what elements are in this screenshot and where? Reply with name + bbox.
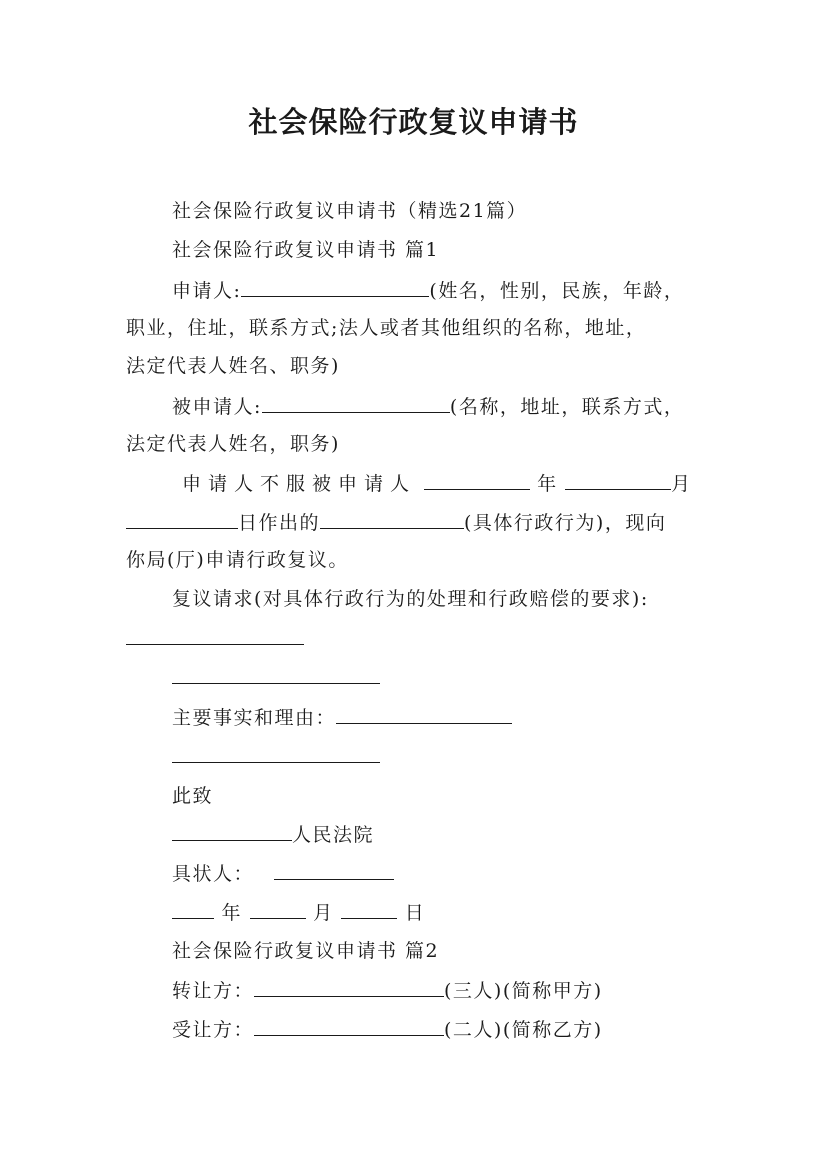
transferor-note: (三人)(简称甲方) [444,980,603,1002]
date-day-blank [341,898,397,919]
petitioner-label: 具状人： [172,863,255,885]
date-month-blank [250,898,306,919]
date-month: 月 [313,902,334,924]
transferee-note: (二人)(简称乙方) [444,1019,603,1041]
specific-act-text: (具体行政行为)，现向 [464,512,667,534]
date-day: 日 [404,902,426,924]
respondent-note-1: (名称，地址，联系方式， [449,396,685,418]
to-label: 此致 [172,785,214,807]
transferor-line [172,976,603,1005]
date-line [172,898,425,927]
date-year-blank [172,898,214,919]
request-label: 复议请求(对具体行政行为的处理和行政赔偿的要求): [172,588,649,610]
respondent-label: 被申请人: [172,396,262,418]
document-subtitle: 社会保险行政复议申请书（精选21篇） [172,200,528,222]
disagree-month-char: 月 [671,473,692,495]
facts-blank-2 [172,742,380,763]
transferee-label: 受让方： [172,1019,255,1041]
facts-line [172,703,512,732]
petitioner-blank [274,859,394,880]
court-label: 人民法院 [292,824,375,846]
disagree-year-char: 年 [537,473,558,495]
applicant-line [172,276,684,305]
specific-act-blank [320,508,464,529]
court-line [172,820,374,849]
facts-blank [336,703,512,724]
made-line [126,508,666,537]
document-title: 社会保险行政复议申请书 [248,105,579,139]
request-blank-2 [172,663,380,684]
facts-label: 主要事实和理由： [172,707,337,729]
court-blank [172,820,292,841]
petitioner-line [172,859,394,888]
facts-blank-line-2 [172,742,380,771]
request-blank-line-2 [172,663,380,692]
applicant-label: 申请人: [172,280,242,302]
date-year: 年 [221,902,243,924]
applicant-note-3: 法定代表人姓名、职务) [126,355,340,377]
request-blank [126,624,304,645]
transferor-label: 转让方： [172,980,255,1002]
applicant-note-1: (姓名，性别，民族，年龄， [429,280,685,302]
respondent-blank [262,392,450,413]
transferee-blank [254,1015,444,1036]
disagree-month-blank [565,469,671,490]
respondent-note-2: 法定代表人姓名，职务) [126,433,340,455]
section2-heading: 社会保险行政复议申请书 篇2 [172,940,440,962]
disagree-year-blank [424,469,530,490]
request-blank-line [126,624,304,653]
made-day-text: 日作出的 [238,512,321,534]
disagree-text: 申请人不服被申请人 [182,473,417,495]
disagree-line [182,469,692,498]
made-day-blank [126,508,238,529]
section1-heading: 社会保险行政复议申请书 篇1 [172,239,440,261]
applicant-blank [241,276,429,297]
respondent-line [172,392,684,421]
applicant-note-2: 职业，住址，联系方式;法人或者其他组织的名称，地址， [126,317,647,339]
transferor-blank [254,976,444,997]
apply-to-line: 你局(厅)申请行政复议。 [126,549,349,571]
transferee-line [172,1015,603,1044]
